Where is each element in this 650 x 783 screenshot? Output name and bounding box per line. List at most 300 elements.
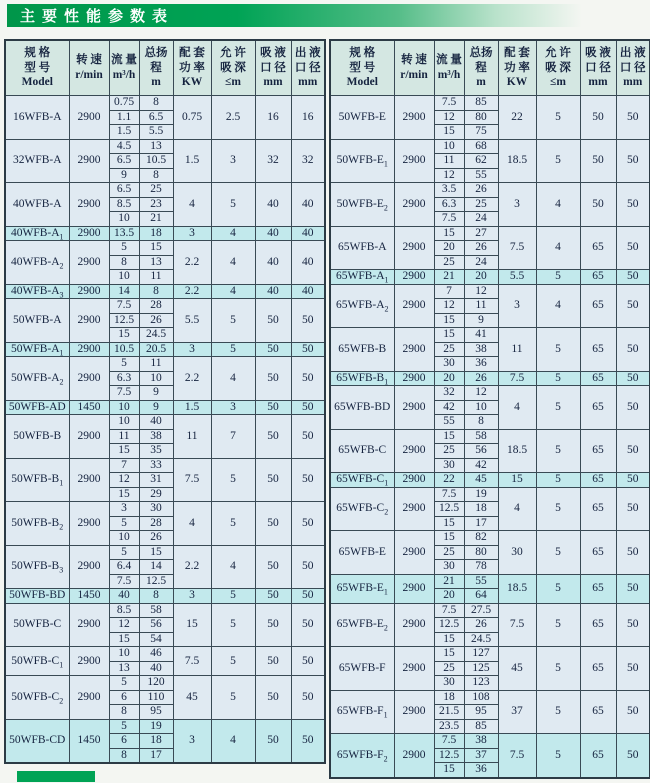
col-header-line: m³/h [437,69,461,81]
model-subscript: 2 [59,261,64,271]
table-row [330,690,650,705]
table-row [5,603,325,618]
flow-cell: 8 [109,705,139,720]
table-row [5,415,325,430]
inlet-diameter-cell: 50 [255,342,291,357]
flow-cell: 25 [434,444,464,459]
col-header-line: 口 径 [585,61,611,74]
rpm-cell: 2900 [69,183,109,227]
outlet-diameter-cell: 50 [291,458,325,502]
rpm-cell: 1450 [69,589,109,604]
flow-cell: 6.3 [434,197,464,212]
suction-depth-cell: 5 [536,473,580,488]
suction-depth-cell: 5 [536,371,580,386]
power-cell: 3 [498,183,536,227]
table-row [330,574,650,589]
flow-cell: 8.5 [109,603,139,618]
flow-cell: 10 [109,647,139,662]
head-cell: 46 [139,647,173,662]
flow-cell: 21 [434,574,464,589]
flow-cell: 3 [109,502,139,517]
inlet-diameter-cell: 65 [580,226,616,270]
table-row [330,270,650,285]
power-cell: 3 [173,342,211,357]
flow-cell: 5 [109,241,139,256]
flow-cell: 10.5 [109,342,139,357]
col-header-head [139,40,173,96]
flow-cell: 42 [434,400,464,415]
head-cell: 40 [139,415,173,430]
inlet-diameter-cell: 50 [580,96,616,140]
power-cell: 18.5 [498,429,536,473]
power-cell: 2.2 [173,545,211,589]
model-cell: $50WFB-A_1$ [5,342,69,357]
col-header-suction [255,40,291,96]
flow-cell: 15 [434,647,464,662]
inlet-diameter-cell: 50 [255,299,291,343]
head-cell: 80 [464,545,498,560]
model-cell: 65WFB-F [330,647,394,691]
head-cell: 54 [139,632,173,647]
section-title-bar [7,4,582,27]
model-subscript: 1 [384,478,389,487]
table-row [5,284,325,299]
tables-container [0,27,650,779]
head-cell: 37 [464,748,498,763]
inlet-diameter-cell: 40 [255,241,291,285]
outlet-diameter-cell: 50 [291,415,325,459]
outlet-diameter-cell: 50 [616,284,650,328]
head-cell: 33 [139,458,173,473]
flow-cell: 25 [434,342,464,357]
head-cell: 38 [464,734,498,749]
head-cell: 28 [139,516,173,531]
head-cell: 28 [139,299,173,314]
model-cell: $50WFB-C_2$ [5,676,69,720]
col-header-rpm [394,40,434,96]
flow-cell: 7.5 [109,299,139,314]
flow-cell: 3.5 [434,183,464,198]
outlet-diameter-cell: 50 [291,719,325,763]
col-header-line: 允 许 [220,46,246,59]
model-subscript: 2 [384,507,389,517]
flow-cell: 15 [434,226,464,241]
suction-depth-cell: 5 [211,458,255,502]
table-row [5,183,325,198]
outlet-diameter-cell: 50 [616,96,650,140]
suction-depth-cell: 4 [211,719,255,763]
col-header-line: 配 套 [179,46,205,59]
power-cell: 7.5 [173,647,211,676]
flow-cell: 12 [434,110,464,125]
col-header-line: KW [181,76,203,89]
model-cell: 65WFB-BD [330,386,394,430]
outlet-diameter-cell: 50 [291,299,325,343]
outlet-diameter-cell: 50 [291,603,325,647]
col-header-line: 型 号 [349,61,376,74]
suction-depth-cell: 5 [536,96,580,140]
col-header-line: 出 液 [619,46,646,59]
flow-cell: 30 [434,458,464,473]
suction-depth-cell: 5 [536,603,580,647]
inlet-diameter-cell: 50 [255,719,291,763]
table-row [330,603,650,618]
rpm-cell: 2900 [69,342,109,357]
model-cell: $65WFB-F_2$ [330,734,394,778]
outlet-diameter-cell: 50 [291,342,325,357]
outlet-diameter-cell: 50 [291,647,325,676]
model-subscript: 1 [59,659,64,669]
inlet-diameter-cell: 16 [255,96,291,140]
head-cell: 26 [139,531,173,546]
col-header-model [5,40,69,96]
flow-cell: 13 [109,661,139,676]
flow-cell: 7 [434,284,464,299]
table-row [330,473,650,488]
flow-cell: 12 [434,299,464,314]
model-cell: 65WFB-E [330,531,394,575]
col-header-line: m [476,76,486,89]
flow-cell: 21.5 [434,705,464,720]
inlet-diameter-cell: 65 [580,734,616,778]
power-cell: 22 [498,96,536,140]
col-header-line: 吸 深 [545,61,571,74]
suction-depth-cell: 5 [536,690,580,734]
rpm-cell: 2900 [394,487,434,531]
power-cell: 15 [173,603,211,647]
outlet-diameter-cell: 50 [616,226,650,270]
head-cell: 36 [464,357,498,372]
col-header-line: 规 格 [349,46,376,59]
head-cell: 30 [139,502,173,517]
head-cell: 6.5 [139,110,173,125]
rpm-cell: 2900 [394,603,434,647]
table-row [330,183,650,198]
flow-cell: 20 [434,589,464,604]
next-section-bar [17,771,95,782]
table-row [330,531,650,546]
head-cell: 10.5 [139,154,173,169]
table-row [5,299,325,314]
col-header-line: m [151,76,161,89]
flow-cell: 1.1 [109,110,139,125]
suction-depth-cell: 5 [536,139,580,183]
power-cell: 2.2 [173,284,211,299]
col-header-line: 流 量 [111,54,137,67]
outlet-diameter-cell: 50 [616,487,650,531]
model-cell: 65WFB-C [330,429,394,473]
outlet-diameter-cell: 40 [291,241,325,285]
inlet-diameter-cell: 40 [255,284,291,299]
inlet-diameter-cell: 50 [255,589,291,604]
power-cell: 5.5 [173,299,211,343]
flow-cell: 22 [434,473,464,488]
head-cell: 55 [464,574,498,589]
table-row [5,400,325,415]
col-header-line: KW [506,76,528,89]
suction-depth-cell: 5 [211,603,255,647]
inlet-diameter-cell: 50 [255,603,291,647]
head-cell: 14 [139,560,173,575]
flow-cell: 15 [109,444,139,459]
flow-cell: 12.5 [434,502,464,517]
flow-cell: 6 [109,690,139,705]
performance-table-right [329,39,650,779]
outlet-diameter-cell: 16 [291,96,325,140]
suction-depth-cell: 4 [211,241,255,285]
model-subscript: 1 [384,377,389,386]
flow-cell: 9 [109,168,139,183]
table-row [5,676,325,691]
flow-cell: 6.5 [109,183,139,198]
rpm-cell: 1450 [69,719,109,763]
inlet-diameter-cell: 65 [580,531,616,575]
power-cell: 11 [173,415,211,459]
model-cell: 65WFB-B [330,328,394,372]
rpm-cell: 2900 [69,502,109,546]
rpm-cell: 2900 [394,473,434,488]
flow-cell: 6.4 [109,560,139,575]
inlet-diameter-cell: 40 [255,183,291,227]
power-cell: 7.5 [498,603,536,647]
col-header-power [498,40,536,96]
outlet-diameter-cell: 50 [616,371,650,386]
head-cell: 26 [464,371,498,386]
flow-cell: 6.5 [109,154,139,169]
flow-cell: 30 [434,357,464,372]
flow-cell: 7.5 [434,603,464,618]
model-cell: $65WFB-E_1$ [330,574,394,603]
head-cell: 13 [139,255,173,270]
table-row [330,139,650,154]
model-cell: $65WFB-A_2$ [330,284,394,328]
suction-depth-cell: 4 [536,226,580,270]
outlet-diameter-cell: 50 [291,545,325,589]
inlet-diameter-cell: 40 [255,226,291,241]
flow-cell: 21 [434,270,464,285]
flow-cell: 11 [434,154,464,169]
head-cell: 8 [139,589,173,604]
head-cell: 40 [139,661,173,676]
flow-cell: 7.5 [434,96,464,111]
model-subscript: 2 [384,304,389,314]
power-cell: 30 [498,531,536,575]
model-subscript: 1 [383,710,388,720]
table-row [330,226,650,241]
head-cell: 9 [139,400,173,415]
col-header-line: 功 率 [504,61,530,74]
flow-cell: 8 [109,748,139,763]
rpm-cell: 2900 [69,226,109,241]
flow-cell: 1.5 [109,125,139,140]
rpm-cell: 2900 [394,371,434,386]
model-cell: $40WFB-A_2$ [5,241,69,285]
flow-cell: 15 [434,531,464,546]
suction-depth-cell: 5 [536,574,580,603]
table-row [330,96,650,111]
flow-cell: 7.5 [109,386,139,401]
flow-cell: 11 [109,429,139,444]
inlet-diameter-cell: 50 [255,676,291,720]
inlet-diameter-cell: 65 [580,603,616,647]
rpm-cell: 2900 [394,270,434,285]
rpm-cell: 2900 [69,603,109,647]
power-cell: 2.2 [173,241,211,285]
flow-cell: 12.5 [109,313,139,328]
col-header-line: 流 量 [436,54,462,67]
power-cell: 3 [173,226,211,241]
performance-table-right-host [329,39,650,779]
rpm-cell: 2900 [394,531,434,575]
table-row [5,545,325,560]
col-header-line: 吸 深 [220,61,246,74]
head-cell: 38 [139,429,173,444]
flow-cell: 7 [109,458,139,473]
table-row [5,342,325,357]
flow-cell: 20 [434,241,464,256]
outlet-diameter-cell: 50 [616,386,650,430]
rpm-cell: 2900 [394,734,434,778]
flow-cell: 10 [109,270,139,285]
power-cell: 4 [173,502,211,546]
head-cell: 12.5 [139,574,173,589]
suction-depth-cell: 3 [211,139,255,183]
power-cell: 1.5 [173,139,211,183]
inlet-diameter-cell: 50 [255,458,291,502]
table-row [5,458,325,473]
col-header-depth [536,40,580,96]
suction-depth-cell: 5 [536,270,580,285]
flow-cell: 55 [434,415,464,430]
flow-cell: 23.5 [434,719,464,734]
head-cell: 18 [464,502,498,517]
outlet-diameter-cell: 50 [616,270,650,285]
col-header-line: r/min [400,69,428,81]
col-header-line: 型 号 [24,61,51,74]
head-cell: 11 [139,357,173,372]
power-cell: 4 [173,183,211,227]
table-row [5,647,325,662]
flow-cell: 30 [434,676,464,691]
model-cell: $40WFB-A_3$ [5,284,69,299]
inlet-diameter-cell: 65 [580,270,616,285]
inlet-diameter-cell: 65 [580,574,616,603]
inlet-diameter-cell: 65 [580,371,616,386]
head-cell: 20.5 [139,342,173,357]
col-header-line: 允 许 [545,46,571,59]
model-cell: 65WFB-A [330,226,394,270]
rpm-cell: 2900 [394,284,434,328]
head-cell: 120 [139,676,173,691]
model-cell: 50WFB-B [5,415,69,459]
power-cell: 18.5 [498,139,536,183]
flow-cell: 7.5 [434,734,464,749]
inlet-diameter-cell: 50 [255,545,291,589]
flow-cell: 12 [434,168,464,183]
table-row [330,487,650,502]
rpm-cell: 2900 [69,284,109,299]
power-cell: 2.2 [173,357,211,401]
suction-depth-cell: 7 [211,415,255,459]
head-cell: 8 [464,415,498,430]
inlet-diameter-cell: 50 [255,502,291,546]
model-cell: $65WFB-F_1$ [330,690,394,734]
model-cell: $50WFB-C_1$ [5,647,69,676]
model-cell: 32WFB-A [5,139,69,183]
head-cell: 41 [464,328,498,343]
flow-cell: 13.5 [109,226,139,241]
head-cell: 10 [139,371,173,386]
col-header-line: mm [588,76,608,89]
flow-cell: 15 [434,328,464,343]
head-cell: 56 [464,444,498,459]
flow-cell: 25 [434,545,464,560]
suction-depth-cell: 4 [211,284,255,299]
header-row [5,40,325,96]
head-cell: 36 [464,763,498,778]
col-header-line: 总扬程 [469,46,493,74]
table-row [5,589,325,604]
rpm-cell: 2900 [69,458,109,502]
inlet-diameter-cell: 32 [255,139,291,183]
head-cell: 25 [139,183,173,198]
model-subscript: 2 [59,696,64,706]
col-header-flow [109,40,139,96]
flow-cell: 15 [109,632,139,647]
power-cell: 1.5 [173,400,211,415]
col-header-line: 口 径 [294,61,321,74]
flow-cell: 10 [434,139,464,154]
power-cell: 45 [173,676,211,720]
rpm-cell: 1450 [69,400,109,415]
head-cell: 58 [464,429,498,444]
model-cell: $50WFB-E_2$ [330,183,394,227]
suction-depth-cell: 4 [536,183,580,227]
model-subscript: 3 [59,290,64,299]
rpm-cell: 2900 [394,226,434,270]
model-subscript: 1 [383,159,388,169]
head-cell: 108 [464,690,498,705]
performance-table-left-host [4,39,326,764]
model-cell: $50WFB-E_1$ [330,139,394,183]
flow-cell: 7.5 [434,487,464,502]
page-title: 主要性能参数表 [20,8,175,25]
flow-cell: 15 [434,313,464,328]
rpm-cell: 2900 [394,690,434,734]
flow-cell: 15 [109,487,139,502]
head-cell: 64 [464,589,498,604]
model-cell: 50WFB-E [330,96,394,140]
head-cell: 21 [139,212,173,227]
col-header-line: ≤m [550,76,566,89]
col-header-line: ≤m [225,76,241,89]
model-subscript: 1 [383,587,388,597]
model-cell: $65WFB-A_1$ [330,270,394,285]
head-cell: 29 [139,487,173,502]
col-header-rpm [69,40,109,96]
table-row [330,647,650,662]
head-cell: 26 [464,618,498,633]
model-cell: 16WFB-A [5,96,69,140]
rpm-cell: 2900 [394,96,434,140]
outlet-diameter-cell: 50 [616,574,650,603]
header-row [330,40,650,96]
inlet-diameter-cell: 50 [255,415,291,459]
flow-cell: 10 [109,531,139,546]
inlet-diameter-cell: 50 [255,400,291,415]
suction-depth-cell: 5 [536,647,580,691]
flow-cell: 15 [434,632,464,647]
